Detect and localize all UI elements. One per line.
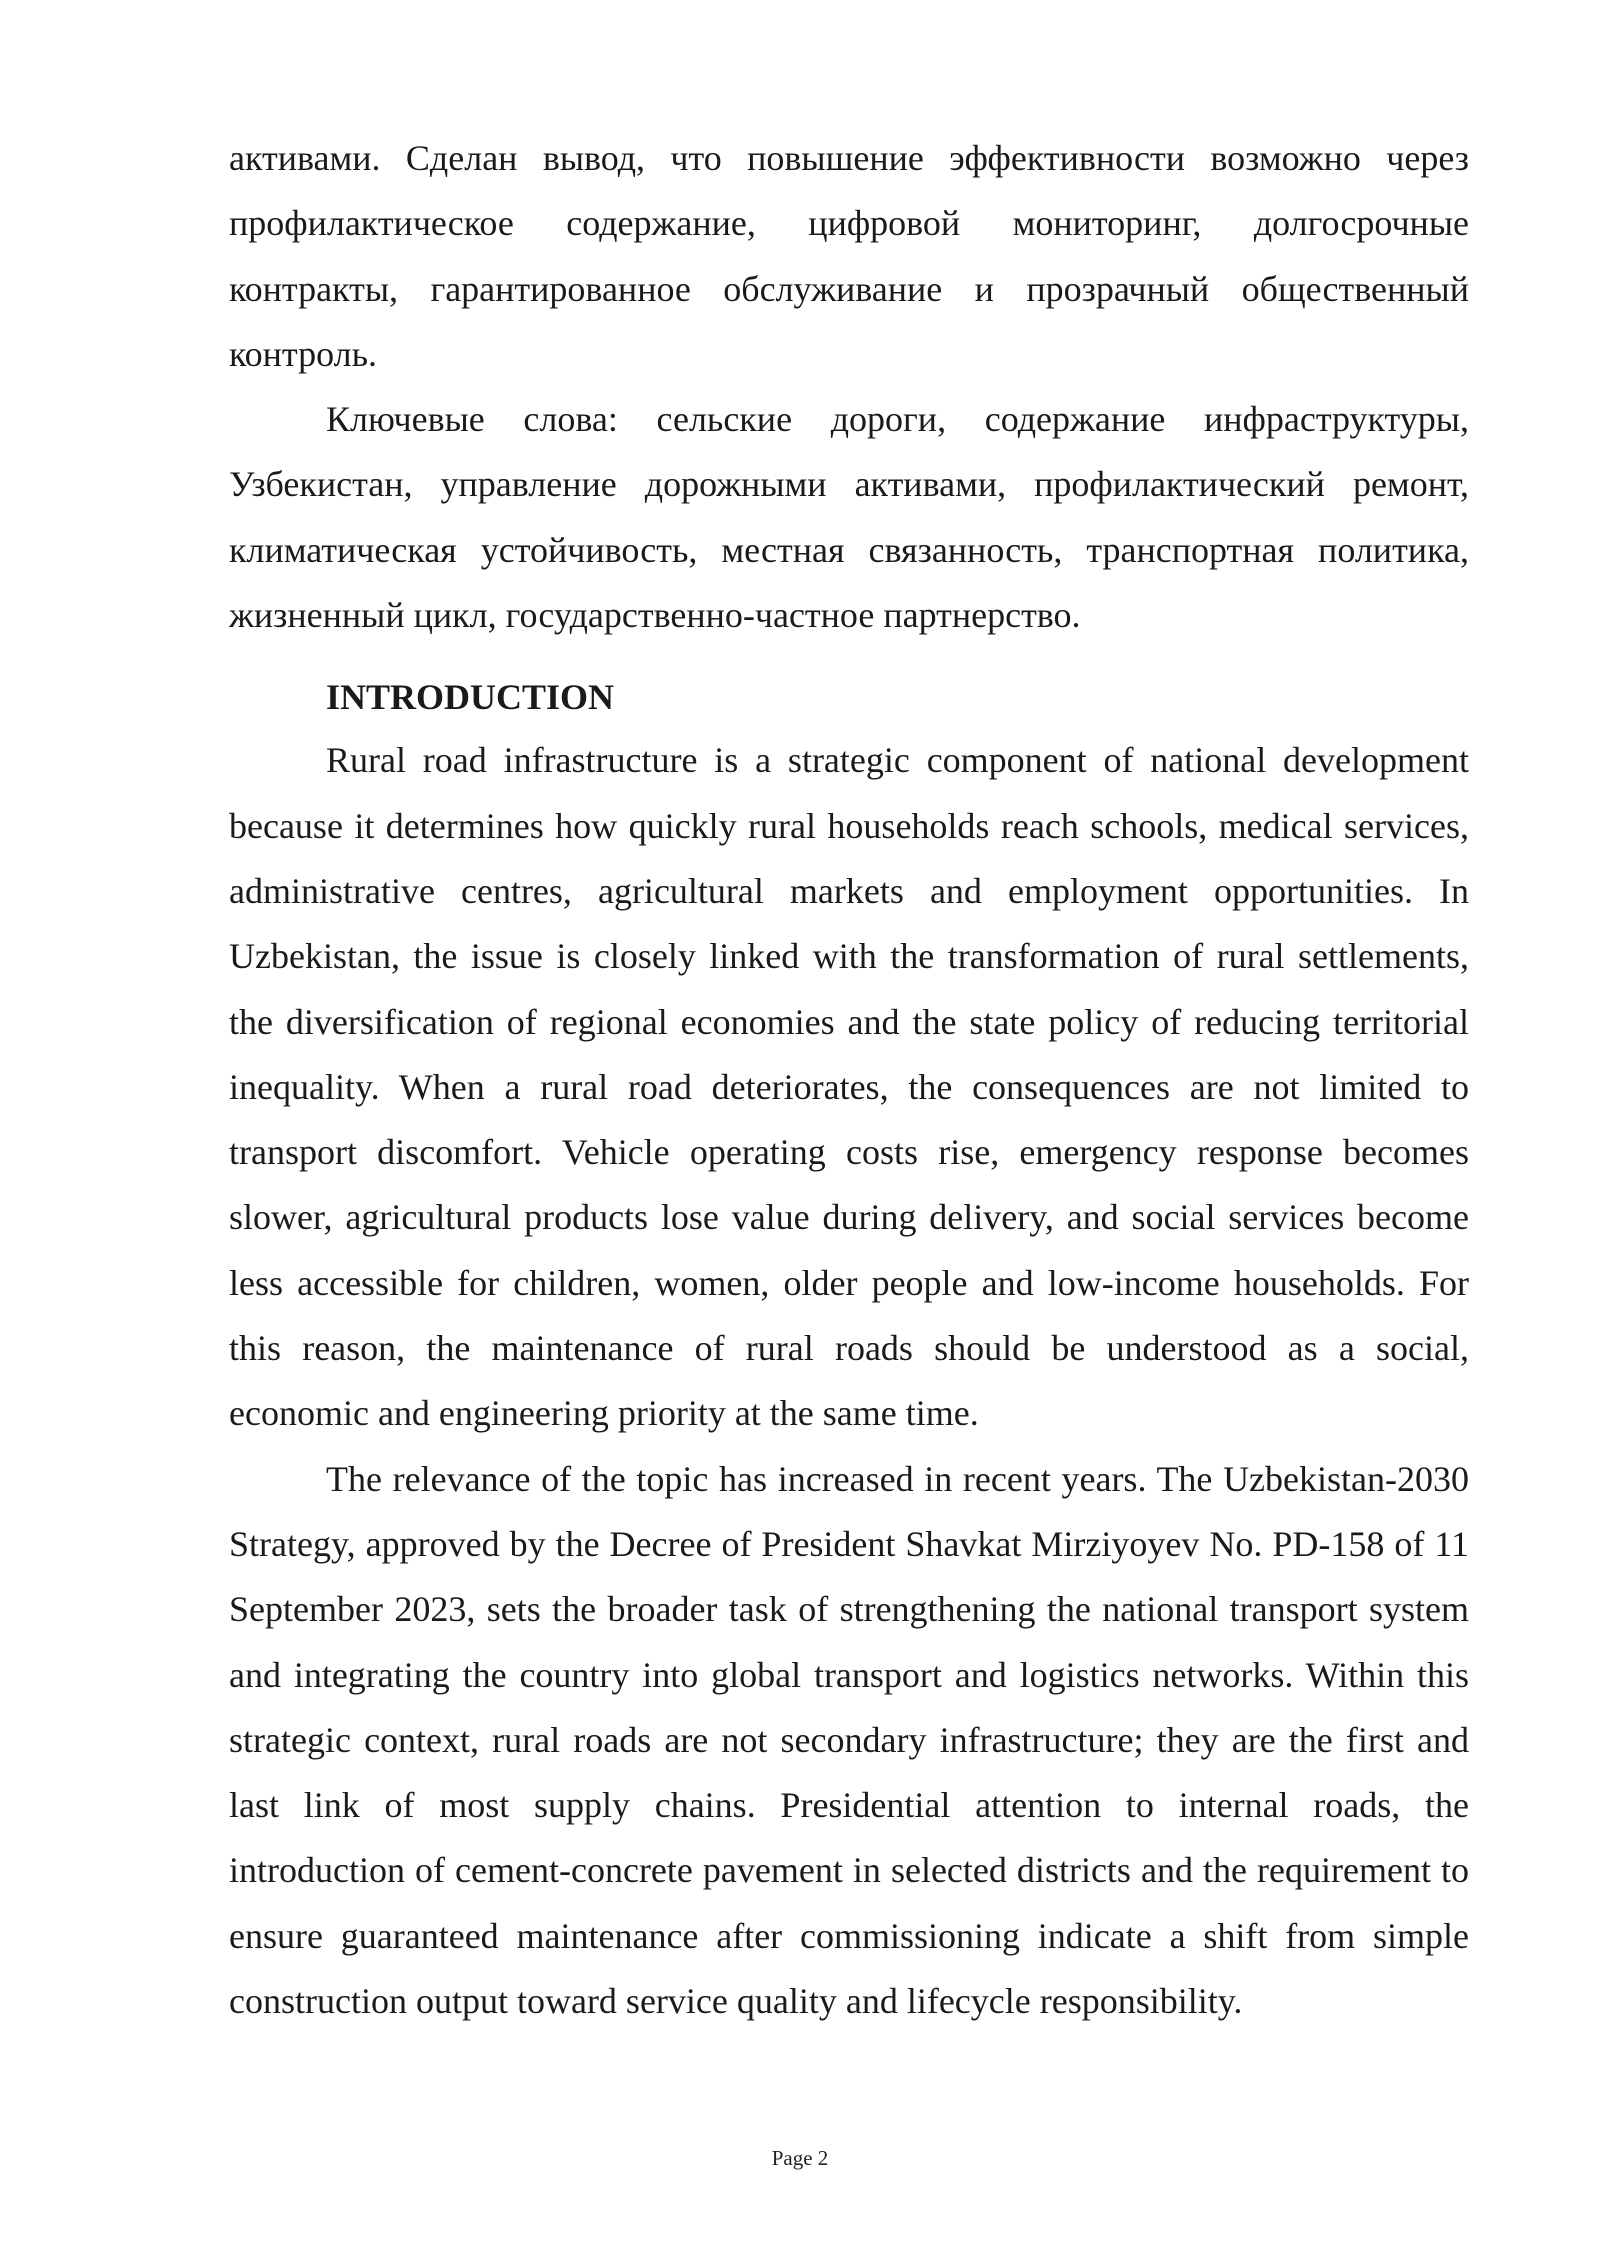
section-heading-introduction: INTRODUCTION (326, 677, 615, 718)
introduction-paragraph-1: Rural road infrastructure is a strategic component of national development because it determines how quickly rural households reach schools, medical services, administrative centres, agricultural markets and employment opportunities. In Uzbekistan, the issue is closely linked with the transformation of rural settlements, the diversification of regional economies and the state policy of reducing territorial inequality. When a rural road deteriorates, the consequences are not limited to transport discomfort. Vehicle operating costs rise, emergency response becomes slower, agricultural products lose value during delivery, and social services become less accessible for children, women, older people and low-income households. For this reason, the maintenance of rural roads should be understood as a social, economic and engineering priority at the same time. (229, 740, 1469, 1434)
abstract-continuation-paragraph: активами. Сделан вывод, что повышение эффективности возможно через профилактическое содержание, цифровой мониторинг, долгосрочные контракты, гарантированное обслуживание и прозрачный общественный контроль. (229, 138, 1469, 374)
introduction-paragraph-2: The relevance of the topic has increased in recent years. The Uzbekistan-2030 Strategy, approved by the Decree of President Shavkat Mirziyoyev No. PD-158 of 11 September 2023, sets the broader task of strengthening the national transport system and integrating the country into global transport and logistics networks. Within this strategic context, rural roads are not secondary infrastructure; they are the first and last link of most supply chains. Presidential attention to internal roads, the introduction of cement-concrete pavement in selected districts and the requirement to ensure guaranteed maintenance after commissioning indicate a shift from simple construction output toward service quality and lifecycle responsibility. (229, 1458, 1469, 2022)
keywords-paragraph: Ключевые слова: сельские дороги, содержание инфраструктуры, Узбекистан, управление дорожными активами, профилактический ремонт, климатическая устойчивость, местная связанность, транспортная политика, жизненный цикл, государственно-частное партнерство. (229, 399, 1469, 636)
page-number-footer: Page 2 (771, 2146, 829, 2170)
document-page (229, 126, 1469, 2034)
